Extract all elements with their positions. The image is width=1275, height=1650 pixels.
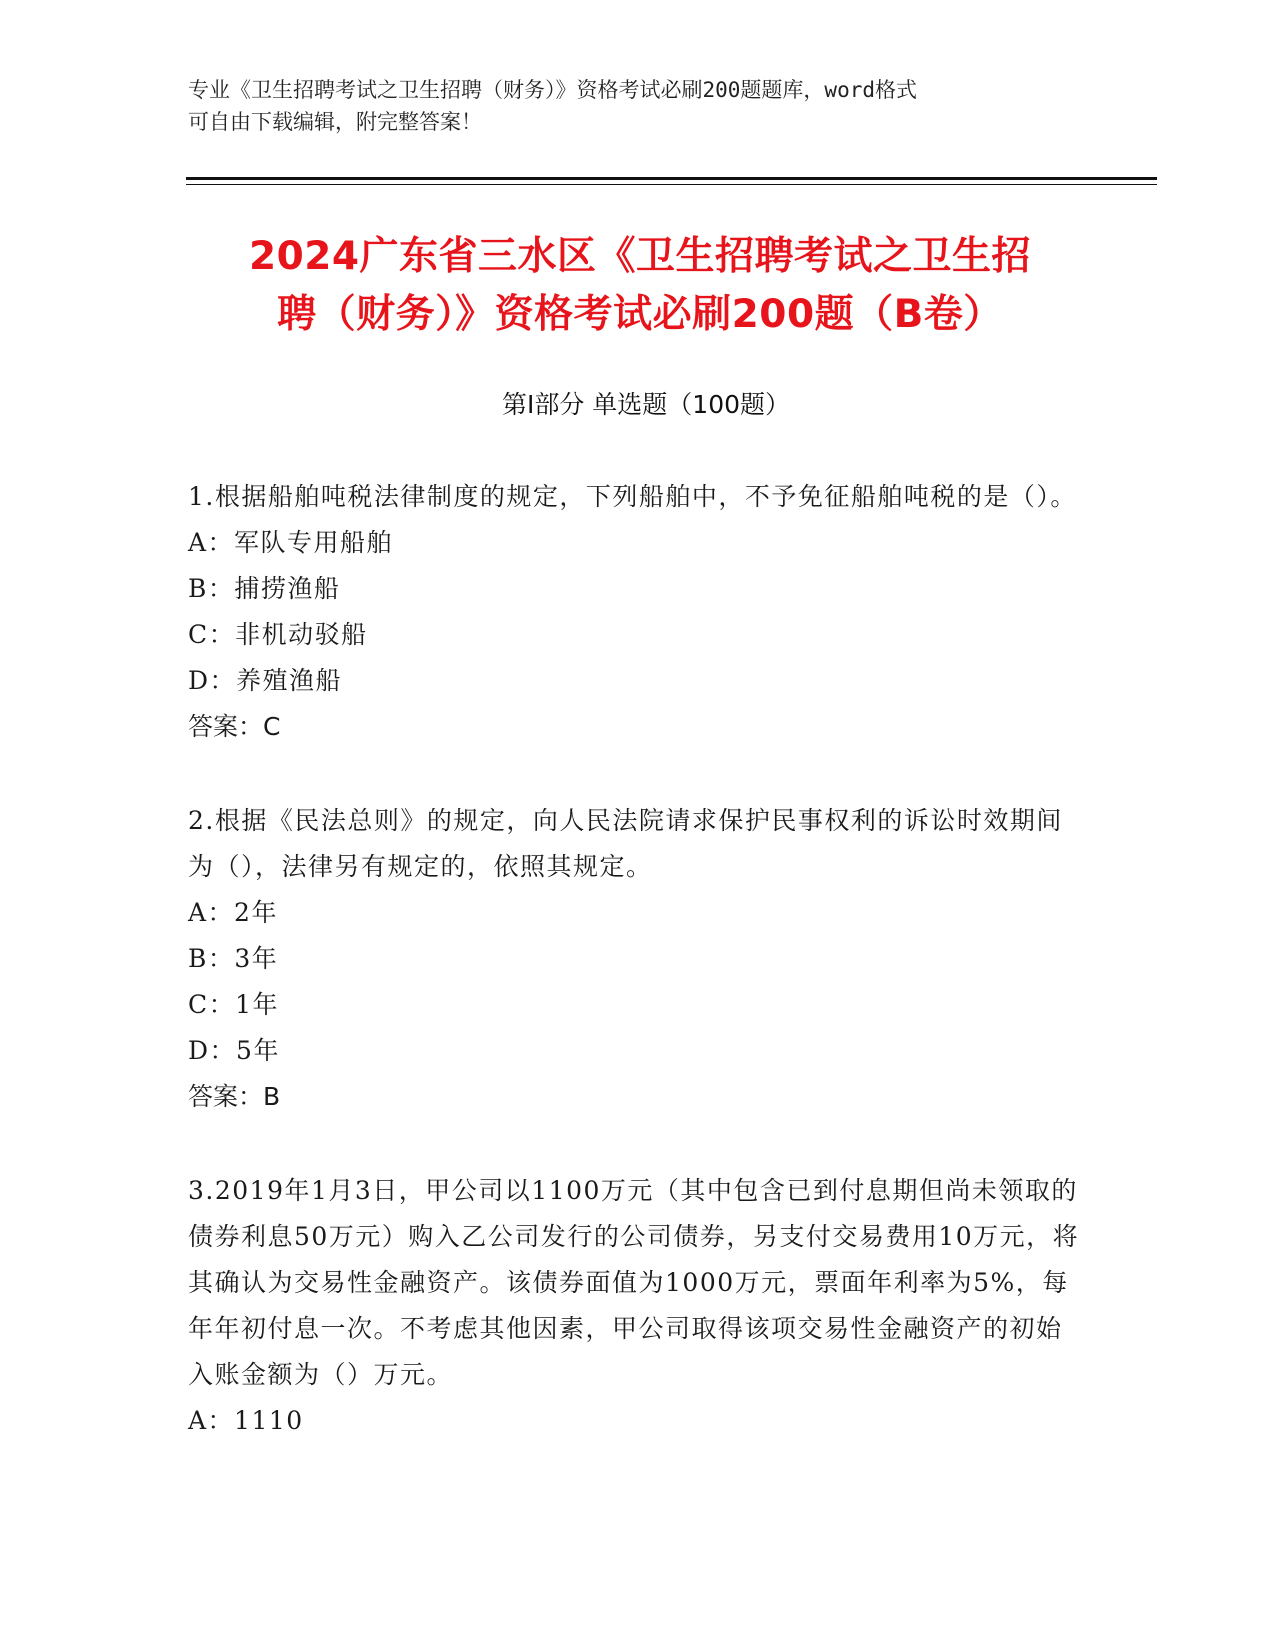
option-b: B：3年 — [188, 944, 279, 973]
header-note-line-2: 可自由下载编辑，附完整答案！ — [188, 110, 482, 134]
option-a: A：1110 — [188, 1406, 304, 1435]
document-title — [180, 228, 1100, 344]
question-stem: 3.2019年1月3日，甲公司以1100万元（其中包含已到付息期但尚未领取的债券利息50万元）购入乙公司发行的公司债券，另支付交易费用10万元，将其确认为交易性金融资产。该债券面值为1000万元，票面年利率为5%，每年年初付息一次。不考虑其他因素，甲公司取得该项交易性金融资产的初始入账金额为（）万元。 — [188, 1176, 1080, 1389]
question-2 — [188, 798, 1088, 1120]
option-c: C：非机动驳船 — [188, 620, 368, 649]
document-title-line-2: 聘（财务）》资格考试必刷200题（B卷） — [277, 292, 1003, 337]
document-header-note — [188, 74, 1088, 138]
option-a: A：军队专用船舶 — [188, 528, 394, 557]
document-title-line-1: 2024广东省三水区《卫生招聘考试之卫生招 — [248, 234, 1032, 279]
header-divider-thick — [186, 177, 1157, 180]
option-c: C：1年 — [188, 990, 280, 1019]
question-stem: 1.根据船舶吨税法律制度的规定，下列船舶中，不予免征船舶吨税的是（）。 — [188, 482, 1077, 511]
header-divider-thin — [186, 184, 1157, 185]
section-title: 第Ⅰ部分 单选题（100题） — [501, 390, 791, 419]
option-a: A：2年 — [188, 898, 278, 927]
question-1 — [188, 474, 1088, 750]
answer-line: 答案：B — [188, 1082, 281, 1111]
header-note-line-1: 专业《卫生招聘考试之卫生招聘（财务）》资格考试必刷200题题库，word格式 — [188, 78, 917, 102]
question-stem: 2.根据《民法总则》的规定，向人民法院请求保护民事权利的诉讼时效期间为（），法律另有规定的，依照其规定。 — [188, 806, 1063, 881]
option-d: D：5年 — [188, 1036, 280, 1065]
question-3 — [188, 1168, 1088, 1444]
option-d: D：养殖渔船 — [188, 666, 343, 695]
answer-line: 答案：C — [188, 712, 281, 741]
question-list — [188, 474, 1088, 1492]
option-b: B：捕捞渔船 — [188, 574, 341, 603]
